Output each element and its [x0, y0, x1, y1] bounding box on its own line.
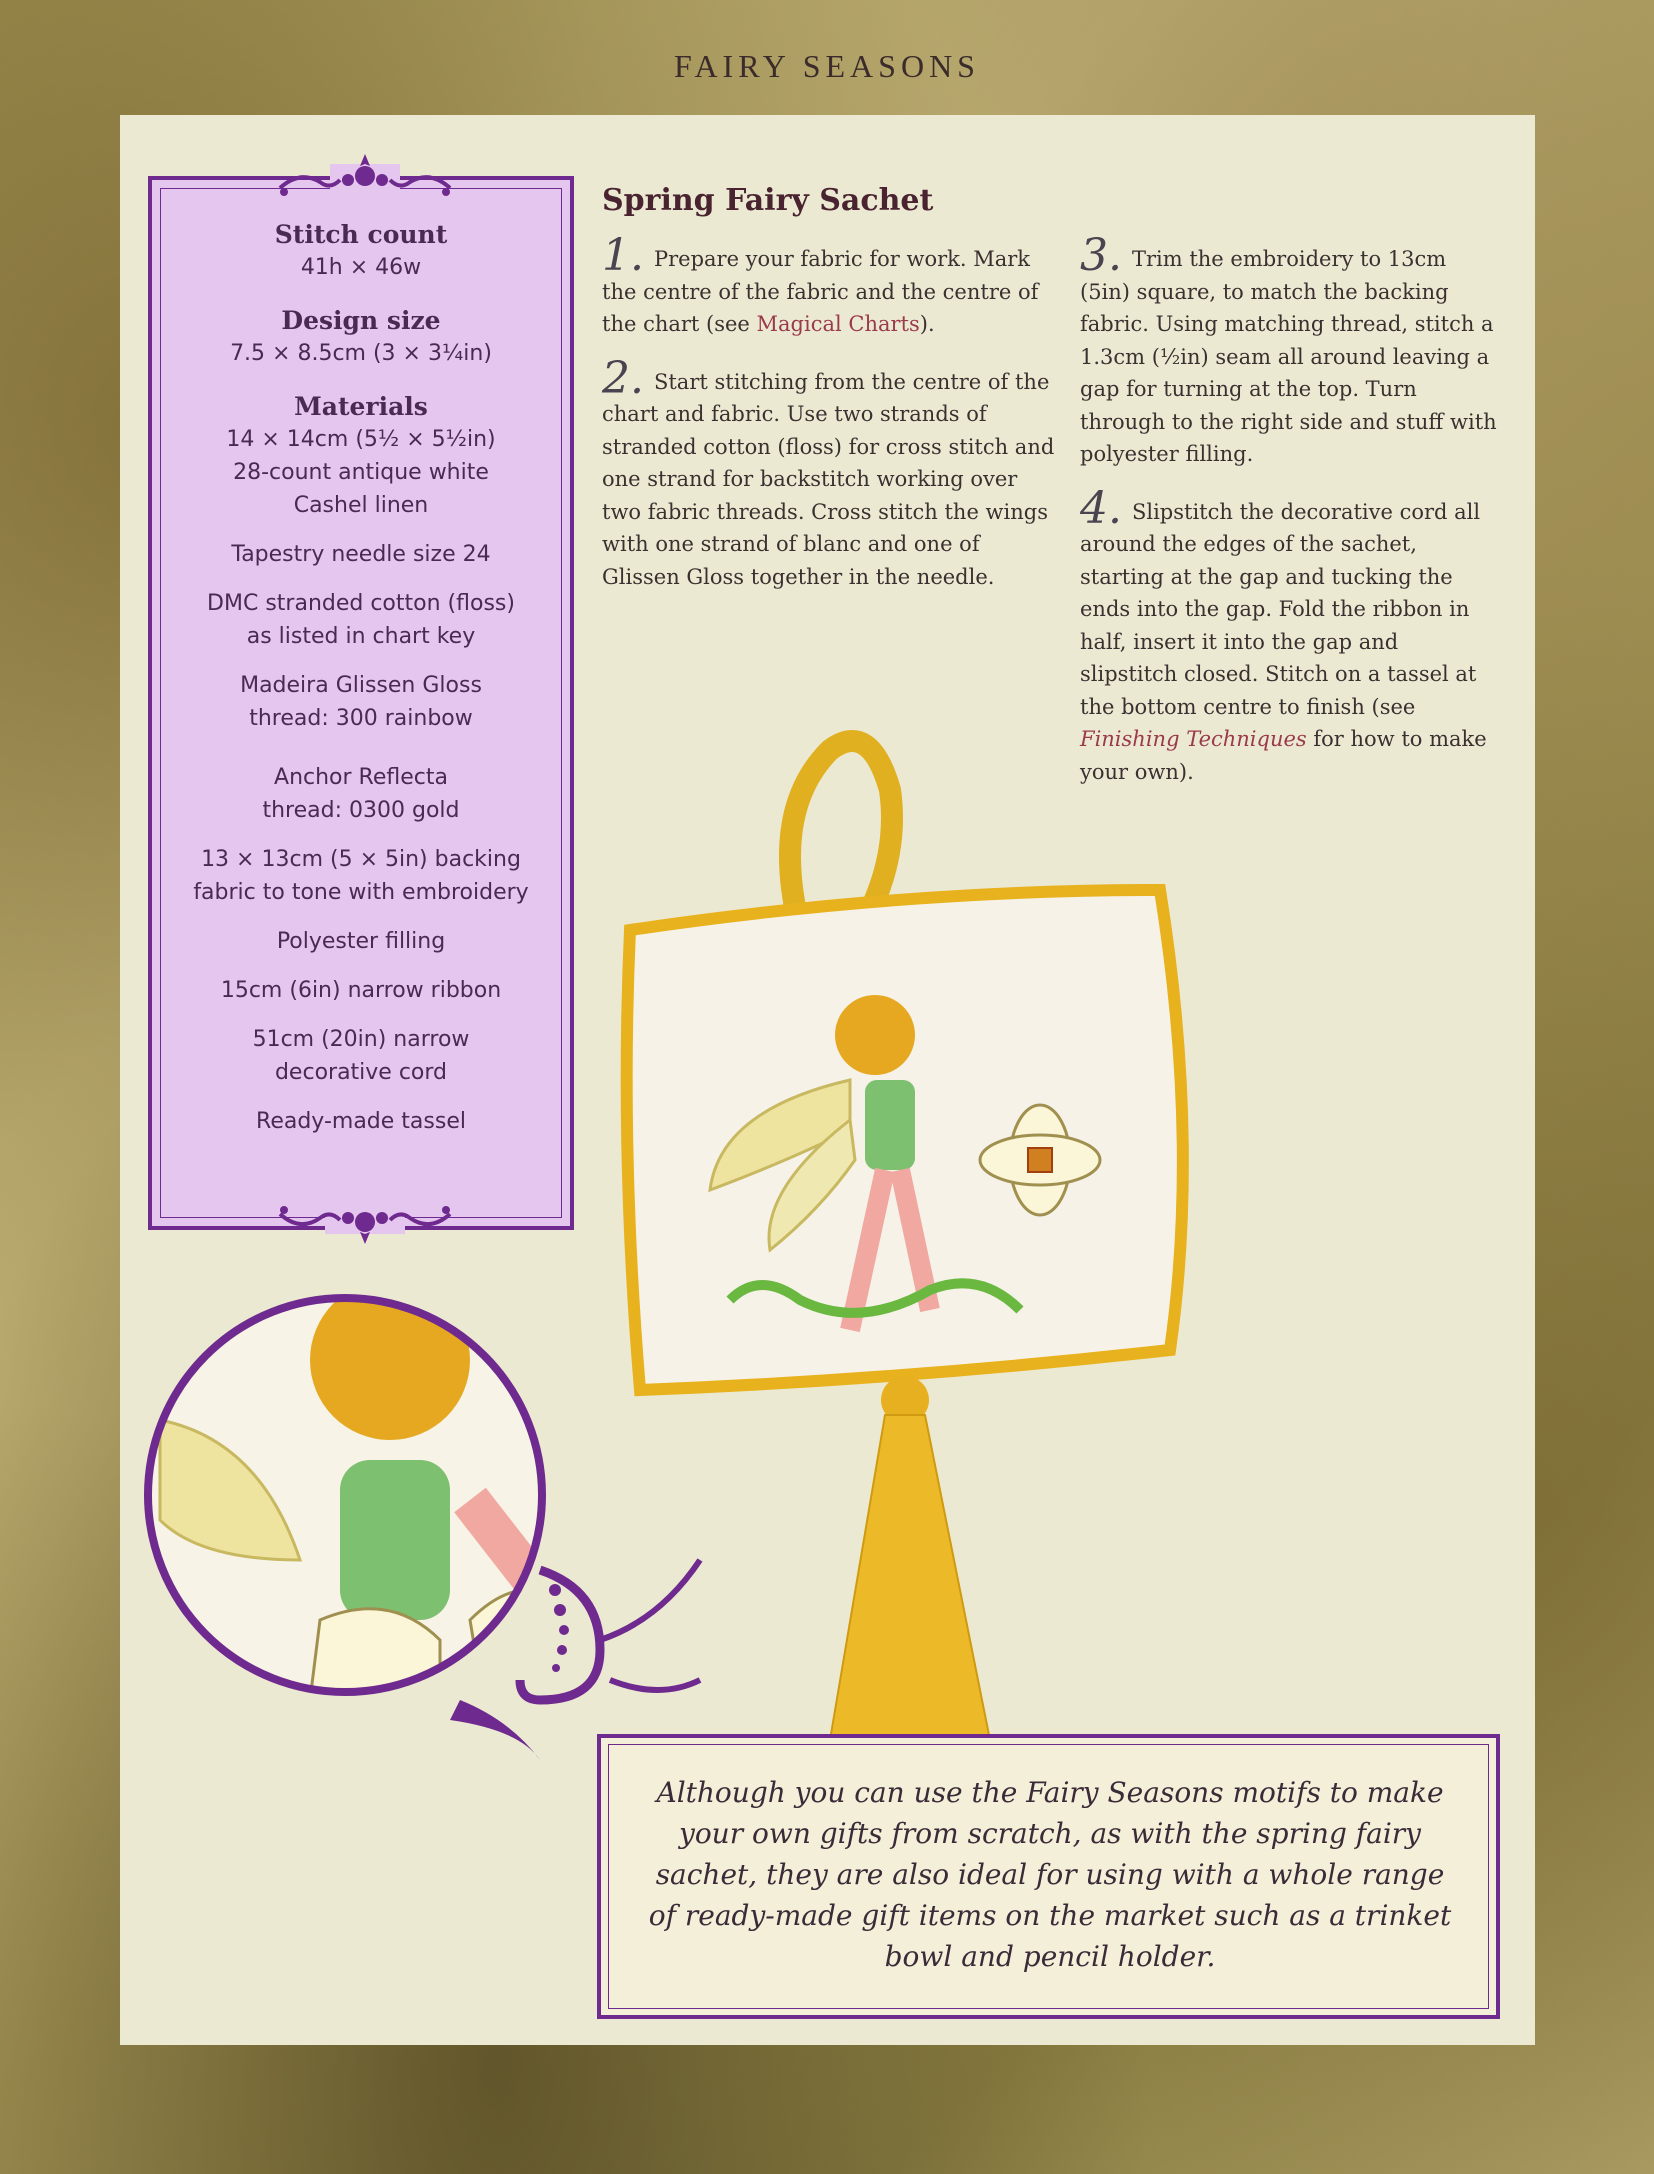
step-number: 2. [602, 352, 644, 404]
tassel [830, 1415, 990, 1740]
fairy-head [835, 995, 915, 1075]
magical-charts-link[interactable]: Magical Charts [756, 312, 920, 336]
materials-heading: Materials [294, 392, 428, 421]
step-text: Start stitching from the centre of the chart and fabric. Use two strands of stranded cotton (floss) for cross stitch and one strand for backstitch working over two fabric threads. Cross stitch the wings with one strand of blanc and one of Glissen Gloss together in the needle. [602, 369, 1055, 589]
material-item [148, 1105, 574, 1138]
material-line: 13 × 13cm (5 × 5in) backing [201, 847, 521, 872]
material-line: Cashel linen [293, 493, 429, 518]
step-text: for how to make your own). [1080, 727, 1487, 784]
material-line: 28-count antique white [233, 460, 489, 485]
step-text: ). [919, 312, 935, 336]
material-item [148, 538, 574, 571]
material-line: as listed in chart key [246, 624, 476, 649]
material-line: 51cm (20in) narrow [252, 1027, 470, 1052]
material-line: thread: 300 rainbow [249, 706, 473, 731]
stitch-count-heading: Stitch count [274, 220, 448, 249]
step-number: 4. [1080, 482, 1122, 534]
materials-list [148, 218, 574, 1154]
step-text: Prepare your fabric for work. Mark the centre of the fabric and the centre of the chart (see [602, 247, 1039, 336]
step-text: Slipstitch the decorative cord all around the edges of the sachet, starting at the gap and tucking the ends into the gap. Fold the ribbon in half, insert it into the gap and slipstitch closed. Stitch on a tassel at the bottom centre to finish (see [1080, 499, 1481, 719]
step-2 [602, 352, 1062, 594]
material-item [148, 1023, 574, 1089]
stitch-count-value: 41h × 46w [300, 255, 422, 280]
material-item [148, 423, 574, 522]
step-text: Trim the embroidery to 13cm (5in) square, to match the backing fabric. Using matching thread, stitch a 1.3cm (½in) seam all around leaving a gap for turning at the top. Turn through to the right side and stuff with polyester filling. [1080, 247, 1497, 466]
ornament-top-icon [270, 150, 460, 206]
article-title: Spring Fairy Sachet [602, 183, 934, 218]
quote-text: Although you can use the Fairy Seasons motifs to make your own gifts from scratch, as with the spring fairy sachet, they are also ideal for using with a whole range of ready-made gift items on the market such as a trinket bowl and pencil holder. [648, 1776, 1452, 1973]
fairy-body [865, 1080, 915, 1170]
ornament-bottom-icon [270, 1192, 460, 1248]
material-item [148, 669, 574, 735]
design-size-heading: Design size [281, 306, 441, 335]
material-line: Ready-made tassel [256, 1109, 466, 1134]
material-line: decorative cord [274, 1060, 448, 1085]
step-1 [602, 230, 1062, 341]
step-3 [1080, 230, 1500, 471]
running-header: FAIRY SEASONS [674, 48, 980, 84]
step-number: 1. [602, 230, 644, 281]
step-number: 3. [1080, 230, 1122, 281]
material-line: Madeira Glissen Gloss [240, 673, 482, 698]
material-item [148, 974, 574, 1007]
material-line: 15cm (6in) narrow ribbon [220, 978, 502, 1003]
material-item [148, 587, 574, 653]
finishing-techniques-link[interactable]: Finishing Techniques [1080, 727, 1307, 751]
material-item [148, 925, 574, 958]
design-size-value: 7.5 × 8.5cm (3 × 3¼in) [230, 341, 492, 366]
material-line: Polyester filling [276, 929, 446, 954]
steps-column-left [602, 230, 1062, 615]
closeup-photo [140, 1260, 740, 1780]
material-line: fabric to tone with embroidery [193, 880, 529, 905]
material-line: 14 × 14cm (5½ × 5½in) [226, 427, 496, 452]
material-item [148, 761, 574, 827]
material-line: thread: 0300 gold [262, 798, 460, 823]
material-line: DMC stranded cotton (floss) [207, 591, 515, 616]
material-line: Anchor Reflecta [274, 765, 448, 790]
material-line: Tapestry needle size 24 [231, 542, 491, 567]
material-item [148, 843, 574, 909]
